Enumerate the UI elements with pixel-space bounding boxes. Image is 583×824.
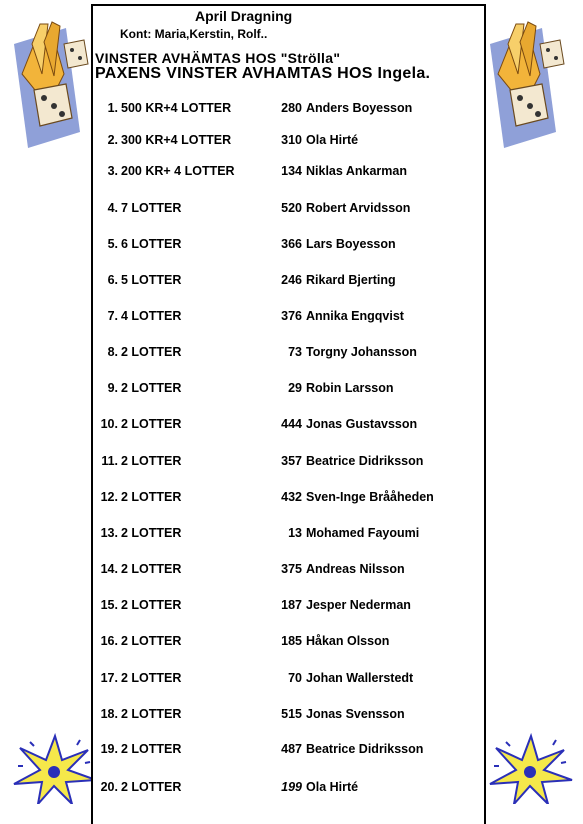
winner-name: Håkan Olsson: [306, 634, 390, 648]
winner-row: [92, 598, 485, 616]
winner-rank: 2.: [107, 133, 118, 147]
winner-rank: 19.: [100, 742, 118, 756]
prize-pickup-notice: VINSTER AVHÄMTAS HOS "Strölla": [95, 50, 341, 66]
winner-name: Robert Arvidsson: [306, 201, 411, 215]
winner-rank: 8.: [107, 345, 118, 359]
winner-prize: 2 LOTTER: [121, 490, 182, 504]
winner-rank: 3.: [107, 164, 118, 178]
winner-row: [92, 490, 485, 508]
winner-row: [92, 101, 485, 119]
winner-ticket-number: 29: [288, 381, 302, 395]
winner-prize: 4 LOTTER: [121, 309, 182, 323]
winner-rank: 9.: [107, 381, 118, 395]
winner-row: [92, 526, 485, 544]
winner-name: Lars Boyesson: [306, 237, 396, 251]
winner-name: Annika Engqvist: [306, 309, 404, 323]
winner-name: Rikard Bjerting: [306, 273, 396, 287]
winner-name: Jonas Svensson: [306, 707, 405, 721]
winner-prize: 500 KR+4 LOTTER: [121, 101, 232, 115]
winner-row: [92, 562, 485, 580]
winner-ticket-number: 199: [281, 780, 302, 794]
winner-ticket-number: 357: [281, 454, 302, 468]
dice-and-coins-icon: [484, 14, 570, 149]
winner-row: [92, 671, 485, 689]
winner-rank: 15.: [100, 598, 118, 612]
winner-prize: 7 LOTTER: [121, 201, 182, 215]
winner-rank: 10.: [100, 417, 118, 431]
winner-name: Niklas Ankarman: [306, 164, 407, 178]
winner-ticket-number: 375: [281, 562, 302, 576]
winner-ticket-number: 246: [281, 273, 302, 287]
winner-name: Jonas Gustavsson: [306, 417, 418, 431]
document-frame: [91, 4, 486, 824]
winner-prize: 5 LOTTER: [121, 273, 182, 287]
winner-prize: 2 LOTTER: [121, 417, 182, 431]
dice-and-coins-icon: [8, 14, 94, 149]
winner-row: [92, 417, 485, 435]
winner-ticket-number: 13: [288, 526, 302, 540]
winner-row: [92, 133, 485, 151]
winner-ticket-number: 444: [281, 417, 302, 431]
winner-row: [92, 634, 485, 652]
winner-ticket-number: 515: [281, 707, 302, 721]
winner-name: Beatrice Didriksson: [306, 454, 424, 468]
winner-ticket-number: 520: [281, 201, 302, 215]
winner-row: [92, 780, 485, 798]
winner-row: [92, 309, 485, 327]
winner-name: Beatrice Didriksson: [306, 742, 424, 756]
contacts-line: Kont: Maria,Kerstin, Rolf..: [120, 27, 268, 41]
winner-rank: 13.: [100, 526, 118, 540]
winner-row: [92, 345, 485, 363]
winner-name: Mohamed Fayoumi: [306, 526, 420, 540]
winner-prize: 6 LOTTER: [121, 237, 182, 251]
winner-name: Torgny Johansson: [306, 345, 417, 359]
winner-rank: 16.: [100, 634, 118, 648]
winner-row: [92, 381, 485, 399]
winner-rank: 12.: [100, 490, 118, 504]
winner-name: Sven-Inge Brååheden: [306, 490, 434, 504]
winner-rank: 7.: [107, 309, 118, 323]
pax-prize-pickup-notice: PAXENS VINSTER AVHAMTAS HOS Ingela.: [95, 65, 431, 82]
firework-icon: [486, 732, 576, 804]
winner-rank: 14.: [100, 562, 118, 576]
winner-rank: 11.: [101, 454, 118, 468]
winner-name: Ola Hirté: [306, 780, 359, 794]
winner-name: Robin Larsson: [306, 381, 394, 395]
winner-prize: 200 KR+ 4 LOTTER: [121, 164, 235, 178]
winner-prize: 2 LOTTER: [121, 526, 182, 540]
winner-prize: 2 LOTTER: [121, 671, 182, 685]
winner-prize: 2 LOTTER: [121, 707, 182, 721]
winner-rank: 17.: [100, 671, 118, 685]
winner-prize: 2 LOTTER: [121, 742, 182, 756]
winner-row: [92, 164, 485, 182]
firework-icon: [10, 732, 100, 804]
winner-ticket-number: 187: [281, 598, 302, 612]
winner-name: Johan Wallerstedt: [306, 671, 414, 685]
winner-ticket-number: 366: [281, 237, 302, 251]
winner-prize: 2 LOTTER: [121, 780, 182, 794]
winner-ticket-number: 487: [281, 742, 302, 756]
winner-name: Anders Boyesson: [306, 101, 413, 115]
winner-prize: 2 LOTTER: [121, 634, 182, 648]
winner-prize: 2 LOTTER: [121, 454, 182, 468]
winner-name: Ola Hirté: [306, 133, 359, 147]
winner-rank: 6.: [107, 273, 118, 287]
winner-prize: 2 LOTTER: [121, 381, 182, 395]
winner-row: [92, 707, 485, 725]
winner-rank: 20.: [100, 780, 118, 794]
winner-row: [92, 201, 485, 219]
page-title: April Dragning: [195, 8, 293, 24]
winner-ticket-number: 73: [288, 345, 302, 359]
winner-rank: 5.: [107, 237, 118, 251]
winner-ticket-number: 432: [281, 490, 302, 504]
winner-prize: 2 LOTTER: [121, 598, 182, 612]
winner-rank: 1.: [107, 101, 118, 115]
winner-row: [92, 273, 485, 291]
winner-row: [92, 237, 485, 255]
winner-ticket-number: 134: [281, 164, 302, 178]
winner-rank: 4.: [107, 201, 118, 215]
winner-prize: 2 LOTTER: [121, 345, 182, 359]
winner-ticket-number: 280: [281, 101, 302, 115]
winner-rank: 18.: [100, 707, 118, 721]
winner-ticket-number: 376: [281, 309, 302, 323]
winner-row: [92, 742, 485, 760]
winner-prize: 300 KR+4 LOTTER: [121, 133, 232, 147]
winner-row: [92, 454, 485, 472]
winner-name: Andreas Nilsson: [306, 562, 405, 576]
winner-ticket-number: 185: [281, 634, 302, 648]
winner-ticket-number: 310: [281, 133, 302, 147]
winner-ticket-number: 70: [288, 671, 302, 685]
winner-name: Jesper Nederman: [306, 598, 411, 612]
winner-prize: 2 LOTTER: [121, 562, 182, 576]
